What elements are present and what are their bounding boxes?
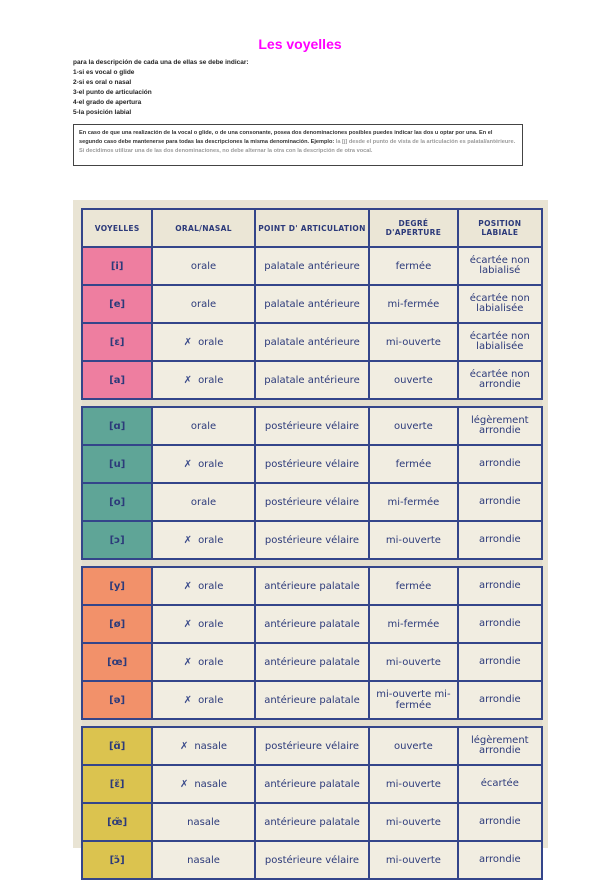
aperture-degree-cell: mi-ouverte [369, 323, 457, 361]
note-box [73, 124, 523, 166]
table-row [82, 445, 542, 483]
oral-nasal-cell [152, 521, 254, 559]
labial-position-cell: arrondie [458, 803, 542, 841]
cross-mark: ✗ [183, 618, 193, 630]
vowel-table [81, 208, 543, 880]
oral-nasal-value: nasale [187, 854, 220, 866]
oral-nasal-cell [152, 285, 254, 323]
instructions-lead: para la descripción de cada una de ellas se debe indicar: [73, 59, 249, 66]
vowel-symbol: [ø] [82, 605, 152, 643]
vowel-symbol: [ɛ] [82, 323, 152, 361]
vowel-symbol: [u] [82, 445, 152, 483]
vowel-symbol: [o] [82, 483, 152, 521]
table-row [82, 643, 542, 681]
table-row [82, 521, 542, 559]
labial-position-cell: arrondie [458, 483, 542, 521]
aperture-degree-cell: mi-ouverte [369, 765, 457, 803]
separator-cell [458, 719, 542, 727]
labial-position-cell: écartée non arrondie [458, 361, 542, 399]
group-separator [82, 559, 542, 567]
cross-mark: ✗ [183, 580, 193, 592]
table-row [82, 285, 542, 323]
aperture-degree-cell: mi-ouverte mi-fermée [369, 681, 457, 719]
instruction-item: 2-si es oral o nasal [73, 79, 132, 86]
vowel-symbol: [ɛ̃] [82, 765, 152, 803]
aperture-degree-cell: mi-ouverte [369, 643, 457, 681]
group-separator [82, 719, 542, 727]
oral-nasal-cell [152, 643, 254, 681]
oral-nasal-value: orale [190, 260, 217, 272]
vowel-symbol: [i] [82, 247, 152, 285]
column-header: POINT D' ARTICULATION [255, 209, 369, 247]
separator-cell [152, 399, 254, 407]
oral-nasal-value: nasale [194, 778, 228, 790]
oral-nasal-cell [152, 407, 254, 445]
oral-nasal-value: orale [198, 374, 224, 386]
articulation-point-cell: antérieure palatale [255, 605, 369, 643]
separator-cell [82, 399, 152, 407]
articulation-point-cell: antérieure palatale [255, 765, 369, 803]
aperture-degree-cell: fermée [369, 445, 457, 483]
oral-nasal-value: nasale [194, 740, 228, 752]
labial-position-cell: écartée non labialisée [458, 285, 542, 323]
oral-nasal-value: orale [190, 298, 217, 310]
aperture-degree-cell: fermée [369, 247, 457, 285]
articulation-point-cell: postérieure vélaire [255, 727, 369, 765]
articulation-point-cell: postérieure vélaire [255, 521, 369, 559]
separator-cell [82, 559, 152, 567]
oral-nasal-value: orale [198, 534, 224, 546]
labial-position-cell: arrondie [458, 521, 542, 559]
oral-nasal-cell [152, 841, 254, 879]
oral-nasal-cell [152, 605, 254, 643]
cross-mark: ✗ [179, 740, 189, 752]
separator-cell [255, 719, 369, 727]
table-row [82, 407, 542, 445]
notebook-photo [73, 200, 548, 866]
labial-position-cell: arrondie [458, 841, 542, 879]
articulation-point-cell: palatale antérieure [255, 323, 369, 361]
oral-nasal-value: orale [198, 694, 224, 706]
note-rest: Si decidimos utilizar una de las dos denominaciones, no debe alternar la otra con la descripción de otra vocal. [79, 148, 373, 154]
separator-cell [82, 719, 152, 727]
table-row [82, 483, 542, 521]
instruction-item: 1-si es vocal o glide [73, 69, 135, 76]
column-header: ORAL/NASAL [152, 209, 254, 247]
cross-mark: ✗ [183, 374, 193, 386]
table-row [82, 765, 542, 803]
cross-mark: ✗ [183, 336, 193, 348]
articulation-point-cell: postérieure vélaire [255, 483, 369, 521]
instruction-item: 3-el punto de articulación [73, 89, 152, 96]
labial-position-cell: arrondie [458, 567, 542, 605]
separator-cell [152, 719, 254, 727]
column-header: POSITION LABIALE [458, 209, 542, 247]
articulation-point-cell: palatale antérieure [255, 247, 369, 285]
labial-position-cell: écartée non labialisée [458, 323, 542, 361]
table-row [82, 247, 542, 285]
table-row [82, 567, 542, 605]
articulation-point-cell: antérieure palatale [255, 803, 369, 841]
oral-nasal-cell [152, 765, 254, 803]
labial-position-cell: arrondie [458, 605, 542, 643]
oral-nasal-cell [152, 803, 254, 841]
labial-position-cell: arrondie [458, 643, 542, 681]
aperture-degree-cell: mi-ouverte [369, 803, 457, 841]
articulation-point-cell: palatale antérieure [255, 361, 369, 399]
column-header: DEGRÉ D'APERTURE [369, 209, 457, 247]
oral-nasal-cell [152, 247, 254, 285]
articulation-point-cell: antérieure palatale [255, 643, 369, 681]
labial-position-cell: légèrement arrondie [458, 727, 542, 765]
articulation-point-cell: postérieure vélaire [255, 445, 369, 483]
aperture-degree-cell: ouverte [369, 361, 457, 399]
oral-nasal-cell [152, 445, 254, 483]
articulation-point-cell: antérieure palatale [255, 681, 369, 719]
oral-nasal-value: orale [198, 656, 224, 668]
group-separator [82, 399, 542, 407]
separator-cell [255, 399, 369, 407]
labial-position-cell: légèrement arrondie [458, 407, 542, 445]
vowel-symbol: [œ̃] [82, 803, 152, 841]
vowel-symbol: [e] [82, 285, 152, 323]
note-example: la [j] desde el punto de vista de la articulación es palatal/antérieure. [335, 139, 516, 145]
table-row [82, 841, 542, 879]
articulation-point-cell: postérieure vélaire [255, 841, 369, 879]
page-title: Les voyelles [258, 36, 342, 52]
separator-cell [369, 399, 457, 407]
aperture-degree-cell: mi-fermée [369, 285, 457, 323]
vowel-symbol: [ɔ] [82, 521, 152, 559]
separator-cell [458, 559, 542, 567]
oral-nasal-cell [152, 567, 254, 605]
labial-position-cell: écartée non labialisé [458, 247, 542, 285]
cross-mark: ✗ [183, 458, 193, 470]
labial-position-cell: arrondie [458, 445, 542, 483]
note-main: En caso de que una realización de la vocal o glide, o de una consonante, posea dos denominaciones posibles puedes indicar las dos u optar por una. En el segundo caso debe mantenerse para todas las descripciones la misma denominación. Ejemplo: [79, 130, 493, 145]
separator-cell [255, 559, 369, 567]
table-row [82, 323, 542, 361]
cross-mark: ✗ [183, 534, 193, 546]
table-row [82, 681, 542, 719]
aperture-degree-cell: fermée [369, 567, 457, 605]
oral-nasal-value: orale [198, 336, 224, 348]
oral-nasal-cell [152, 323, 254, 361]
cross-mark: ✗ [179, 778, 189, 790]
column-header: VOYELLES [82, 209, 152, 247]
separator-cell [369, 559, 457, 567]
oral-nasal-value: orale [190, 420, 217, 432]
cross-mark: ✗ [183, 694, 193, 706]
articulation-point-cell: palatale antérieure [255, 285, 369, 323]
articulation-point-cell: postérieure vélaire [255, 407, 369, 445]
separator-cell [369, 719, 457, 727]
oral-nasal-value: orale [190, 496, 217, 508]
aperture-degree-cell: ouverte [369, 407, 457, 445]
table-row [82, 605, 542, 643]
table-row [82, 727, 542, 765]
vowel-symbol: [a] [82, 361, 152, 399]
aperture-degree-cell: mi-ouverte [369, 521, 457, 559]
vowel-symbol: [ɑ̃] [82, 727, 152, 765]
vowel-symbol: [ɑ] [82, 407, 152, 445]
aperture-degree-cell: mi-fermée [369, 483, 457, 521]
oral-nasal-value: orale [198, 458, 224, 470]
oral-nasal-cell [152, 361, 254, 399]
separator-cell [152, 559, 254, 567]
cross-mark: ✗ [183, 656, 193, 668]
oral-nasal-cell [152, 681, 254, 719]
labial-position-cell: écartée [458, 765, 542, 803]
table-header-row [82, 209, 542, 247]
vowel-symbol: [ɔ̃] [82, 841, 152, 879]
articulation-point-cell: antérieure palatale [255, 567, 369, 605]
oral-nasal-cell [152, 483, 254, 521]
instruction-item: 5-la posición labial [73, 109, 132, 116]
oral-nasal-value: nasale [187, 816, 220, 828]
oral-nasal-value: orale [198, 618, 224, 630]
vowel-symbol: [œ] [82, 643, 152, 681]
instruction-item: 4-el grado de apertura [73, 99, 142, 106]
separator-cell [458, 399, 542, 407]
aperture-degree-cell: mi-fermée [369, 605, 457, 643]
aperture-degree-cell: ouverte [369, 727, 457, 765]
instructions [73, 58, 249, 118]
oral-nasal-cell [152, 727, 254, 765]
table-row [82, 361, 542, 399]
vowel-symbol: [ə] [82, 681, 152, 719]
oral-nasal-value: orale [198, 580, 224, 592]
table-row [82, 803, 542, 841]
labial-position-cell: arrondie [458, 681, 542, 719]
vowel-symbol: [y] [82, 567, 152, 605]
aperture-degree-cell: mi-ouverte [369, 841, 457, 879]
